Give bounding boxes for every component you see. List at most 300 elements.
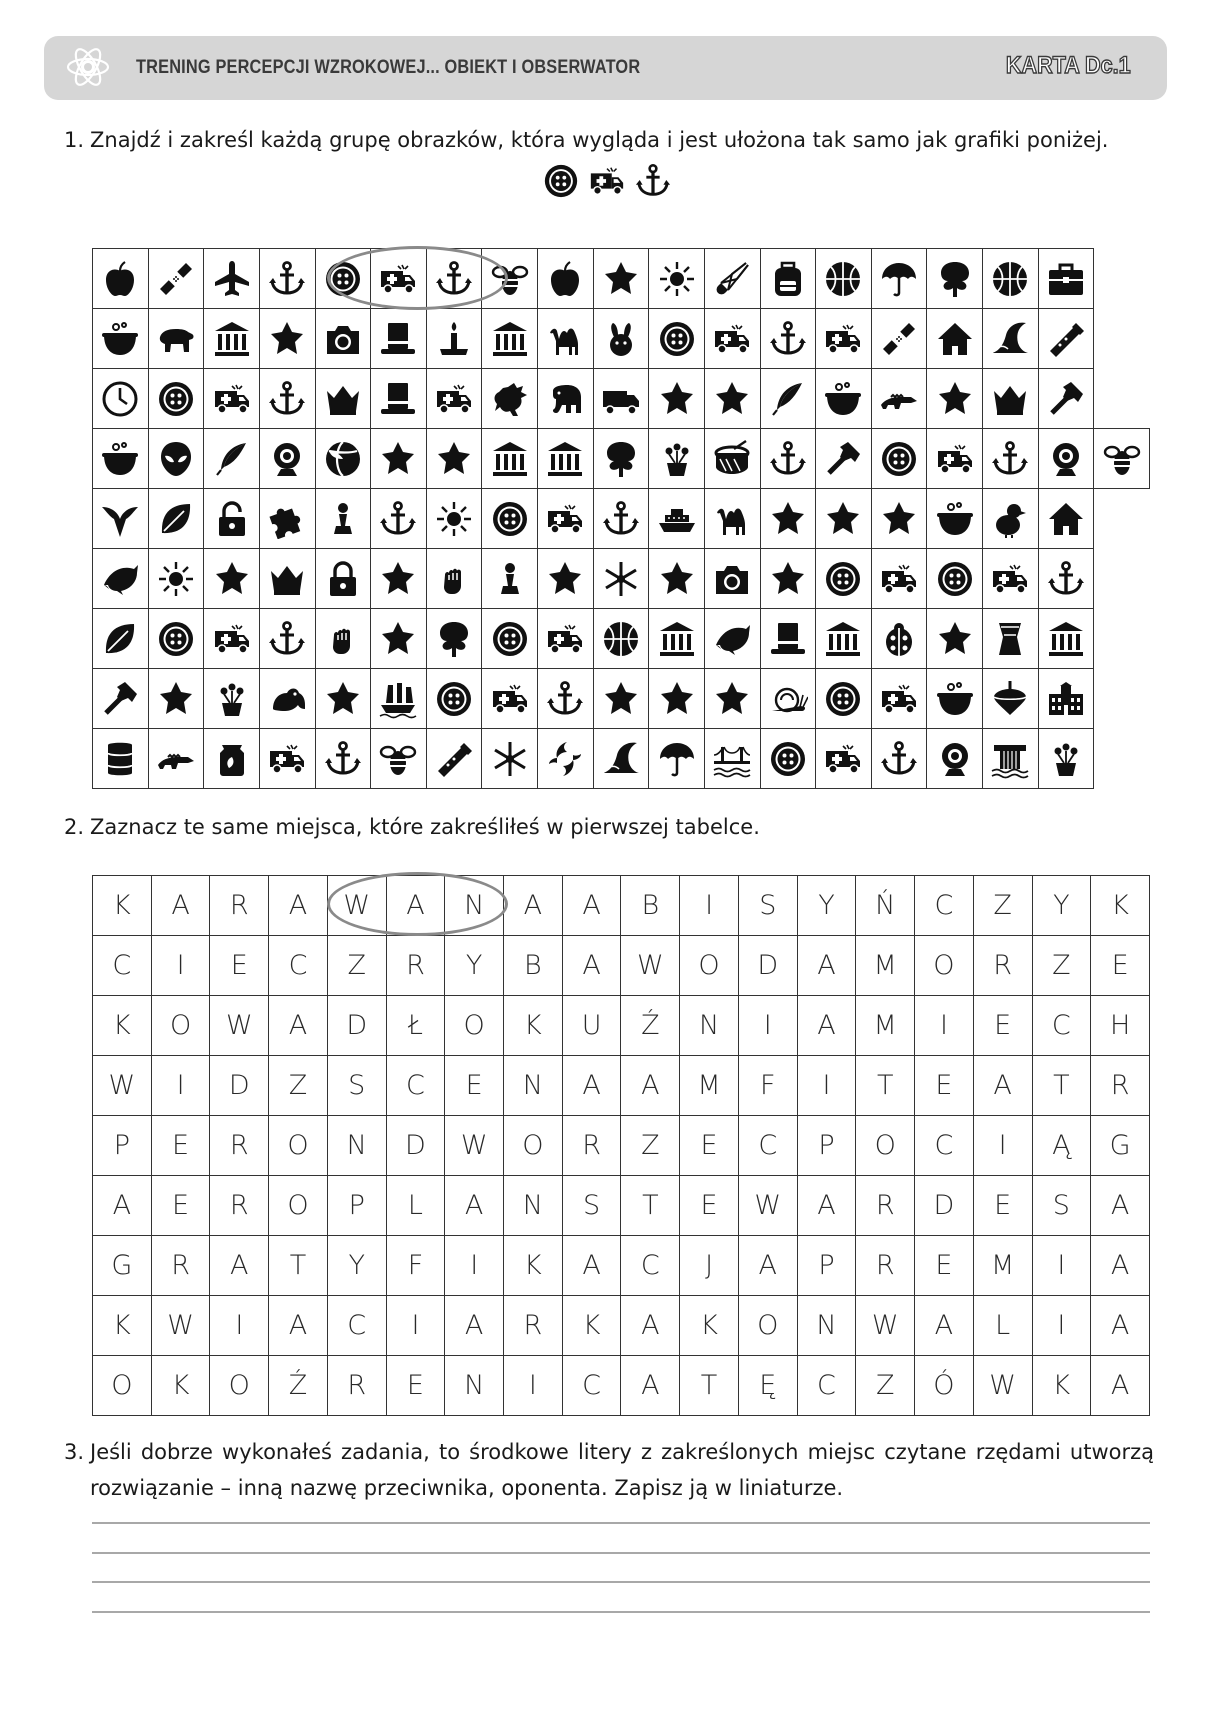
letter-cell[interactable]: Ń [856,876,915,936]
letter-cell[interactable]: E [973,1176,1032,1236]
letter-cell[interactable]: R [856,1236,915,1296]
letter-cell[interactable]: A [1091,1356,1150,1416]
icon-cell[interactable] [204,249,260,309]
icon-cell[interactable] [538,249,594,309]
icon-cell[interactable] [148,429,204,489]
letter-cell[interactable]: P [797,1236,856,1296]
letter-cell[interactable]: D [327,996,386,1056]
answer-line[interactable] [92,1611,1150,1613]
letter-cell[interactable]: B [621,876,680,936]
letter-cell[interactable]: O [269,1176,328,1236]
letter-cell[interactable]: E [680,1116,739,1176]
letter-cell[interactable]: R [504,1296,563,1356]
icon-cell[interactable] [259,309,315,369]
letter-cell[interactable]: J [680,1236,739,1296]
letter-cell[interactable]: Ł [386,996,445,1056]
icon-cell[interactable] [871,309,927,369]
letter-cell[interactable]: O [504,1116,563,1176]
letter-cell[interactable]: S [327,1056,386,1116]
icon-cell[interactable] [816,549,872,609]
letter-cell[interactable]: P [327,1176,386,1236]
icon-cell[interactable] [704,729,760,789]
letter-cell[interactable]: L [386,1176,445,1236]
letter-cell[interactable]: C [1032,996,1091,1056]
icon-cell[interactable] [593,669,649,729]
letter-cell[interactable]: A [151,876,210,936]
icon-cell[interactable] [93,669,149,729]
letter-cell[interactable]: K [680,1296,739,1356]
icon-cell[interactable] [482,309,538,369]
letter-cell[interactable]: G [1091,1116,1150,1176]
letter-cell[interactable]: I [1032,1296,1091,1356]
icon-cell[interactable] [315,369,371,429]
letter-cell[interactable]: A [973,1056,1032,1116]
letter-cell[interactable]: I [445,1236,504,1296]
icon-cell[interactable] [204,309,260,369]
icon-cell[interactable] [538,549,594,609]
icon-cell[interactable] [315,429,371,489]
letter-cell[interactable]: I [797,1056,856,1116]
icon-cell[interactable] [315,669,371,729]
icon-cell[interactable] [1038,429,1094,489]
letter-cell[interactable]: A [1091,1176,1150,1236]
icon-cell[interactable] [204,729,260,789]
letter-cell[interactable]: E [1091,936,1150,996]
icon-cell[interactable] [204,369,260,429]
letter-cell[interactable]: C [386,1056,445,1116]
letter-cell[interactable]: O [210,1356,269,1416]
letter-cell[interactable]: W [856,1296,915,1356]
icon-cell[interactable] [148,549,204,609]
letter-cell[interactable]: E [915,1236,974,1296]
letter-cell[interactable]: C [269,936,328,996]
icon-cell[interactable] [482,429,538,489]
letter-cell[interactable]: E [210,936,269,996]
icon-cell[interactable] [704,369,760,429]
letter-cell[interactable]: Y [445,936,504,996]
icon-cell[interactable] [649,669,705,729]
letter-cell[interactable]: C [327,1296,386,1356]
icon-cell[interactable] [482,609,538,669]
letter-cell[interactable]: K [504,996,563,1056]
icon-cell[interactable] [204,609,260,669]
icon-cell[interactable] [649,489,705,549]
icon-cell[interactable] [983,489,1039,549]
letter-cell[interactable]: G [93,1236,152,1296]
icon-cell[interactable] [1038,249,1094,309]
icon-cell[interactable] [816,609,872,669]
icon-cell[interactable] [649,309,705,369]
letter-cell[interactable]: E [151,1176,210,1236]
letter-cell[interactable]: U [562,996,621,1056]
letter-cell[interactable]: Z [856,1356,915,1416]
icon-cell[interactable] [1038,369,1094,429]
icon-cell[interactable] [259,369,315,429]
letter-cell[interactable]: O [269,1116,328,1176]
icon-cell[interactable] [259,549,315,609]
letter-cell[interactable]: O [151,996,210,1056]
letter-cell[interactable]: A [269,876,328,936]
letter-cell[interactable]: W [738,1176,797,1236]
letter-cell[interactable]: A [621,1356,680,1416]
letter-cell[interactable]: Y [797,876,856,936]
letter-cell[interactable]: D [915,1176,974,1236]
icon-cell[interactable] [1038,549,1094,609]
icon-cell[interactable] [315,309,371,369]
icon-cell[interactable] [871,489,927,549]
icon-cell[interactable] [593,309,649,369]
letter-cell[interactable]: R [151,1236,210,1296]
icon-cell[interactable] [704,549,760,609]
letter-cell[interactable]: K [93,996,152,1056]
letter-cell[interactable]: A [269,996,328,1056]
icon-cell[interactable] [426,609,482,669]
letter-cell[interactable]: S [562,1176,621,1236]
letter-cell[interactable]: K [504,1236,563,1296]
icon-cell[interactable] [482,549,538,609]
letter-cell[interactable]: A [562,1236,621,1296]
letter-cell[interactable]: Y [1032,876,1091,936]
icon-cell[interactable] [760,429,816,489]
icon-cell[interactable] [871,249,927,309]
letter-cell[interactable]: S [1032,1176,1091,1236]
icon-cell[interactable] [371,729,427,789]
icon-cell[interactable] [1038,729,1094,789]
letter-cell[interactable]: E [680,1176,739,1236]
icon-cell[interactable] [760,489,816,549]
icon-cell[interactable] [371,669,427,729]
letter-cell[interactable]: D [738,936,797,996]
icon-cell[interactable] [760,249,816,309]
letter-cell[interactable]: B [504,936,563,996]
icon-cell[interactable] [538,489,594,549]
letter-cell[interactable]: K [1032,1356,1091,1416]
letter-cell[interactable]: I [386,1296,445,1356]
letter-cell[interactable]: E [445,1056,504,1116]
letter-cell[interactable]: I [151,936,210,996]
icon-cell[interactable] [593,489,649,549]
letter-cell[interactable]: R [856,1176,915,1236]
icon-cell[interactable] [371,309,427,369]
icon-cell[interactable] [259,729,315,789]
letter-cell[interactable]: N [445,1356,504,1416]
letter-cell[interactable]: A [621,1296,680,1356]
icon-cell[interactable] [816,669,872,729]
icon-cell[interactable] [593,609,649,669]
icon-cell[interactable] [983,729,1039,789]
icon-cell[interactable] [482,489,538,549]
letter-cell[interactable]: O [445,996,504,1056]
icon-cell[interactable] [148,729,204,789]
icon-cell[interactable] [649,369,705,429]
icon-cell[interactable] [760,549,816,609]
letter-cell[interactable]: M [856,996,915,1056]
icon-cell[interactable] [426,489,482,549]
icon-cell[interactable] [259,429,315,489]
icon-cell[interactable] [371,549,427,609]
letter-cell[interactable]: S [738,876,797,936]
icon-cell[interactable] [760,309,816,369]
letter-cell[interactable]: C [93,936,152,996]
icon-cell[interactable] [871,729,927,789]
icon-cell[interactable] [927,729,983,789]
letter-cell[interactable]: A [738,1236,797,1296]
letter-cell[interactable]: A [1091,1236,1150,1296]
letter-cell[interactable]: A [210,1236,269,1296]
icon-cell[interactable] [649,549,705,609]
letter-cell[interactable]: N [504,1176,563,1236]
icon-cell[interactable] [649,249,705,309]
letter-cell[interactable]: M [973,1236,1032,1296]
letter-cell[interactable]: T [269,1236,328,1296]
letter-cell[interactable]: A [562,876,621,936]
icon-cell[interactable] [704,249,760,309]
letter-cell[interactable]: F [738,1056,797,1116]
letter-cell[interactable]: K [1091,876,1150,936]
icon-cell[interactable] [1038,609,1094,669]
icon-cell[interactable] [93,549,149,609]
letter-cell[interactable]: O [856,1116,915,1176]
icon-cell[interactable] [593,369,649,429]
icon-cell[interactable] [93,429,149,489]
letter-cell[interactable]: C [621,1236,680,1296]
letter-cell[interactable]: E [973,996,1032,1056]
icon-cell[interactable] [148,489,204,549]
icon-cell[interactable] [983,429,1039,489]
letter-cell[interactable]: A [797,1176,856,1236]
letter-cell[interactable]: K [562,1296,621,1356]
letter-cell[interactable]: A [797,936,856,996]
letter-cell[interactable]: I [738,996,797,1056]
icon-cell[interactable] [927,429,983,489]
answer-line[interactable] [92,1522,1150,1524]
letter-cell[interactable]: Z [973,876,1032,936]
icon-cell[interactable] [704,669,760,729]
letter-cell[interactable]: I [1032,1236,1091,1296]
letter-cell[interactable]: Z [269,1056,328,1116]
icon-cell[interactable] [93,729,149,789]
icon-cell[interactable] [371,489,427,549]
letter-cell[interactable]: W [327,876,386,936]
letter-cell[interactable]: I [973,1116,1032,1176]
letter-cell[interactable]: R [210,1116,269,1176]
letter-cell[interactable]: C [797,1356,856,1416]
letter-cell[interactable]: A [562,936,621,996]
letter-cell[interactable]: I [151,1056,210,1116]
icon-cell[interactable] [927,549,983,609]
icon-cell[interactable] [148,369,204,429]
letter-cell[interactable]: A [269,1296,328,1356]
icon-cell[interactable] [649,429,705,489]
letter-cell[interactable]: T [1032,1056,1091,1116]
icon-cell[interactable] [927,249,983,309]
icon-cell[interactable] [593,729,649,789]
icon-cell[interactable] [482,729,538,789]
letter-cell[interactable]: C [915,1116,974,1176]
letter-cell[interactable]: T [680,1356,739,1416]
icon-cell[interactable] [871,669,927,729]
letter-cell[interactable]: C [562,1356,621,1416]
icon-cell[interactable] [93,609,149,669]
icon-cell[interactable] [482,669,538,729]
letter-cell[interactable]: K [151,1356,210,1416]
letter-cell[interactable]: A [504,876,563,936]
icon-cell[interactable] [649,729,705,789]
icon-cell[interactable] [593,249,649,309]
letter-cell[interactable]: K [93,1296,152,1356]
icon-cell[interactable] [538,729,594,789]
icon-cell[interactable] [1038,309,1094,369]
letter-cell[interactable]: R [562,1116,621,1176]
letter-cell[interactable]: N [680,996,739,1056]
letter-cell[interactable]: Ą [1032,1116,1091,1176]
letter-cell[interactable]: N [504,1056,563,1116]
letter-cell[interactable]: N [445,876,504,936]
icon-cell[interactable] [983,669,1039,729]
icon-cell[interactable] [204,549,260,609]
letter-cell[interactable]: C [738,1116,797,1176]
letter-cell[interactable]: R [210,1176,269,1236]
letter-cell[interactable]: I [504,1356,563,1416]
icon-cell[interactable] [983,309,1039,369]
letter-cell[interactable]: N [327,1116,386,1176]
letter-cell[interactable]: Z [621,1116,680,1176]
letter-cell[interactable]: R [973,936,1032,996]
icon-cell[interactable] [927,369,983,429]
icon-cell[interactable] [538,669,594,729]
icon-cell[interactable] [1094,429,1150,489]
letter-cell[interactable]: Z [1032,936,1091,996]
icon-cell[interactable] [426,369,482,429]
icon-cell[interactable] [760,669,816,729]
icon-cell[interactable] [426,429,482,489]
icon-cell[interactable] [259,609,315,669]
icon-cell[interactable] [927,489,983,549]
letter-cell[interactable]: O [915,936,974,996]
letter-cell[interactable]: H [1091,996,1150,1056]
icon-cell[interactable] [538,429,594,489]
icon-cell[interactable] [760,369,816,429]
letter-cell[interactable]: O [738,1296,797,1356]
icon-cell[interactable] [1038,489,1094,549]
icon-cell[interactable] [816,369,872,429]
icon-cell[interactable] [760,729,816,789]
letter-cell[interactable]: W [151,1296,210,1356]
letter-cell[interactable]: F [386,1236,445,1296]
icon-cell[interactable] [871,369,927,429]
letter-cell[interactable]: A [915,1296,974,1356]
letter-cell[interactable]: A [445,1176,504,1236]
letter-cell[interactable]: C [915,876,974,936]
letter-cell[interactable]: R [1091,1056,1150,1116]
icon-cell[interactable] [538,309,594,369]
icon-cell[interactable] [93,369,149,429]
icon-cell[interactable] [371,369,427,429]
icon-cell[interactable] [983,549,1039,609]
letter-cell[interactable]: T [856,1056,915,1116]
letter-cell[interactable]: Ź [621,996,680,1056]
icon-cell[interactable] [426,309,482,369]
icon-cell[interactable] [259,669,315,729]
icon-cell[interactable] [315,549,371,609]
icon-cell[interactable] [93,249,149,309]
letter-cell[interactable]: O [680,936,739,996]
letter-cell[interactable]: I [915,996,974,1056]
letter-cell[interactable]: Ó [915,1356,974,1416]
icon-cell[interactable] [148,609,204,669]
icon-cell[interactable] [204,669,260,729]
icon-cell[interactable] [371,609,427,669]
icon-cell[interactable] [760,609,816,669]
icon-cell[interactable] [871,549,927,609]
letter-cell[interactable]: D [210,1056,269,1116]
icon-cell[interactable] [871,609,927,669]
icon-cell[interactable] [148,309,204,369]
letter-cell[interactable]: O [93,1356,152,1416]
letter-cell[interactable]: A [386,876,445,936]
icon-cell[interactable] [259,249,315,309]
icon-cell[interactable] [871,429,927,489]
icon-cell[interactable] [927,669,983,729]
letter-cell[interactable]: W [621,936,680,996]
letter-cell[interactable]: I [680,876,739,936]
icon-cell[interactable] [371,429,427,489]
icon-cell[interactable] [315,729,371,789]
answer-line[interactable] [92,1581,1150,1583]
icon-cell[interactable] [93,309,149,369]
icon-cell[interactable] [426,669,482,729]
letter-cell[interactable]: A [562,1056,621,1116]
icon-cell[interactable] [704,429,760,489]
letter-cell[interactable]: E [151,1116,210,1176]
icon-cell[interactable] [927,609,983,669]
icon-cell[interactable] [816,489,872,549]
icon-cell[interactable] [1038,669,1094,729]
icon-cell[interactable] [204,429,260,489]
letter-cell[interactable]: A [445,1296,504,1356]
letter-cell[interactable]: A [797,996,856,1056]
icon-cell[interactable] [93,489,149,549]
icon-cell[interactable] [983,249,1039,309]
icon-cell[interactable] [148,249,204,309]
letter-cell[interactable]: Ę [738,1356,797,1416]
letter-cell[interactable]: N [797,1296,856,1356]
icon-cell[interactable] [816,429,872,489]
icon-cell[interactable] [148,669,204,729]
letter-cell[interactable]: E [386,1356,445,1416]
icon-cell[interactable] [204,489,260,549]
icon-cell[interactable] [649,609,705,669]
letter-cell[interactable]: P [797,1116,856,1176]
letter-cell[interactable]: L [973,1296,1032,1356]
letter-cell[interactable]: R [386,936,445,996]
letter-cell[interactable]: I [210,1296,269,1356]
letter-cell[interactable]: P [93,1116,152,1176]
icon-cell[interactable] [983,369,1039,429]
letter-cell[interactable]: E [915,1056,974,1116]
letter-cell[interactable]: R [210,876,269,936]
icon-cell[interactable] [593,429,649,489]
icon-cell[interactable] [816,729,872,789]
letter-cell[interactable]: A [621,1056,680,1116]
icon-cell[interactable] [593,549,649,609]
icon-cell[interactable] [816,249,872,309]
letter-cell[interactable]: K [93,876,152,936]
letter-cell[interactable]: W [210,996,269,1056]
letter-cell[interactable]: M [856,936,915,996]
icon-cell[interactable] [259,489,315,549]
icon-cell[interactable] [704,609,760,669]
